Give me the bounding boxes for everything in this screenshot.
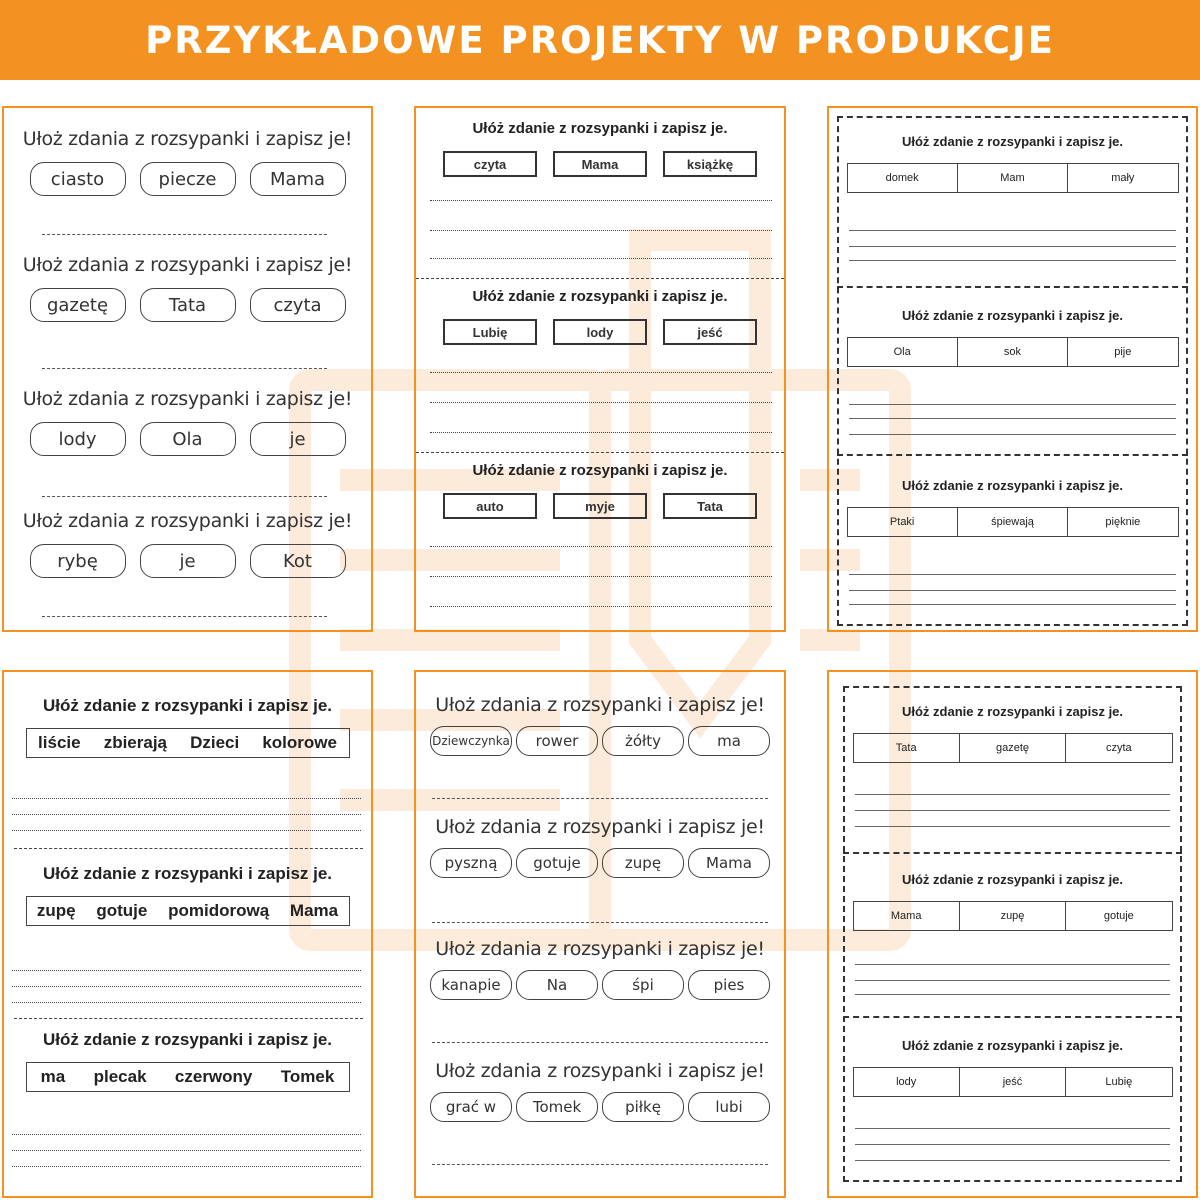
exercise-title: Ułoż zdania z rozsypanki i zapisz je! xyxy=(435,694,765,716)
exercise-section xyxy=(829,872,1196,931)
writing-line xyxy=(855,980,1170,981)
exercise-title: Ułóż zdanie z rozsypanki i zapisz je. xyxy=(42,864,333,883)
banner-title: PRZYKŁADOWE PROJEKTY W PRODUKCJE xyxy=(145,18,1055,62)
word-pill: pies xyxy=(688,970,770,1000)
writing-line xyxy=(432,798,768,799)
word-cell: jeść xyxy=(960,1068,1066,1096)
exercise-section xyxy=(416,120,784,177)
exercise-section xyxy=(4,864,371,926)
word-cell: Mama xyxy=(854,902,960,930)
word-box: Tata xyxy=(663,493,757,519)
section-divider xyxy=(837,454,1188,456)
section-divider xyxy=(843,852,1182,854)
worksheet-card-2 xyxy=(414,106,786,632)
word-cell: gotuje xyxy=(1103,910,1134,922)
writing-line xyxy=(849,260,1176,261)
word-pill: je xyxy=(140,544,236,578)
writing-line xyxy=(849,246,1176,247)
word-pill: rower xyxy=(516,726,598,756)
word-cell: lody xyxy=(854,1068,960,1096)
writing-line xyxy=(849,418,1176,419)
word-cell: śpiewają xyxy=(958,508,1068,536)
writing-line xyxy=(849,434,1176,435)
word-item: Dzieci xyxy=(190,733,240,752)
word-pill: Na xyxy=(516,970,598,1000)
exercise-title: Ułoż zdania z rozsypanki i zapisz je! xyxy=(22,128,353,150)
word-item: pomidorową xyxy=(168,901,270,920)
writing-line xyxy=(855,1160,1170,1161)
section-divider xyxy=(416,452,784,453)
word-pill: Dziewczynka xyxy=(430,726,512,756)
writing-line xyxy=(432,1164,768,1165)
word-box: lody xyxy=(553,319,647,345)
exercise-section xyxy=(829,1038,1196,1097)
writing-line xyxy=(12,798,361,799)
word-pill: piecze xyxy=(140,162,236,196)
word-box: czyta xyxy=(443,151,537,177)
word-cell: domek xyxy=(848,164,958,192)
section-divider xyxy=(14,1018,363,1019)
word-item: ma xyxy=(40,1067,66,1086)
exercise-title: Ułóż zdanie z rozsypanki i zapisz je. xyxy=(901,308,1124,323)
word-pill: rybę xyxy=(30,544,126,578)
writing-line xyxy=(12,814,361,815)
exercise-title: Ułóż zdanie z rozsypanki i zapisz je. xyxy=(901,134,1124,149)
word-cell: mały xyxy=(1111,172,1135,184)
writing-line xyxy=(430,402,772,403)
word-box: myje xyxy=(553,493,647,519)
word-box: auto xyxy=(443,493,537,519)
exercise-section xyxy=(4,388,371,456)
writing-line xyxy=(430,606,772,607)
writing-line xyxy=(42,234,327,235)
writing-line xyxy=(849,604,1176,605)
writing-line xyxy=(430,372,772,373)
writing-line xyxy=(12,1134,361,1135)
writing-line xyxy=(855,1144,1170,1145)
exercise-title: Ułoż zdania z rozsypanki i zapisz je! xyxy=(435,1060,765,1082)
exercise-section xyxy=(416,288,784,345)
writing-line xyxy=(849,404,1176,405)
writing-line xyxy=(855,810,1170,811)
word-item: zbierają xyxy=(103,733,167,752)
exercise-title: Ułoż zdania z rozsypanki i zapisz je! xyxy=(22,388,353,410)
section-divider xyxy=(14,848,363,849)
writing-line xyxy=(12,1002,361,1003)
word-box: Lubię xyxy=(443,319,537,345)
worksheet-card-3 xyxy=(827,106,1198,632)
word-cell: gazetę xyxy=(960,734,1066,762)
word-pill: ma xyxy=(688,726,770,756)
word-pill: pyszną xyxy=(430,848,512,878)
word-pill: Tomek xyxy=(516,1092,598,1122)
exercise-section xyxy=(416,938,784,1000)
word-pill: zupę xyxy=(602,848,684,878)
writing-line xyxy=(855,1128,1170,1129)
writing-line xyxy=(430,432,772,433)
exercise-title: Ułóż zdanie z rozsypanki i zapisz je. xyxy=(472,462,728,479)
word-cell: Tata xyxy=(854,734,960,762)
word-cell: zupę xyxy=(960,902,1066,930)
word-cell: Lubię xyxy=(1105,1076,1133,1088)
word-cell: czyta xyxy=(1105,742,1132,754)
exercise-title: Ułóż zdanie z rozsypanki i zapisz je. xyxy=(901,704,1124,719)
writing-line xyxy=(12,986,361,987)
word-pill: gazetę xyxy=(30,288,126,322)
word-cell: Ptaki xyxy=(848,508,958,536)
exercise-title: Ułóż zdanie z rozsypanki i zapisz je. xyxy=(901,478,1124,493)
writing-line xyxy=(12,970,361,971)
exercise-section xyxy=(4,696,371,758)
word-pill: ciasto xyxy=(30,162,126,196)
word-pill: Ola xyxy=(140,422,236,456)
word-box: książkę xyxy=(663,151,757,177)
writing-line xyxy=(855,794,1170,795)
exercise-section xyxy=(4,254,371,322)
exercise-section xyxy=(4,1030,371,1092)
writing-line xyxy=(855,964,1170,965)
writing-line xyxy=(849,590,1176,591)
exercise-section xyxy=(416,462,784,519)
section-divider xyxy=(416,278,784,279)
writing-line xyxy=(855,826,1170,827)
exercise-section xyxy=(4,128,371,196)
word-pill: kanapie xyxy=(430,970,512,1000)
exercise-title: Ułóż zdanie z rozsypanki i zapisz je. xyxy=(472,288,728,305)
section-divider xyxy=(837,286,1188,288)
exercise-section xyxy=(829,308,1196,367)
exercise-title: Ułóż zdanie z rozsypanki i zapisz je. xyxy=(472,120,728,137)
writing-line xyxy=(849,230,1176,231)
writing-line xyxy=(42,616,327,617)
word-item: Mama xyxy=(289,901,339,920)
exercise-section xyxy=(416,694,784,756)
exercise-section xyxy=(829,478,1196,537)
word-box: jeść xyxy=(663,319,757,345)
word-pill: lody xyxy=(30,422,126,456)
word-pill: Tata xyxy=(140,288,236,322)
section-divider xyxy=(843,1016,1182,1018)
word-pill: czyta xyxy=(250,288,346,322)
writing-line xyxy=(849,574,1176,575)
writing-line xyxy=(430,546,772,547)
writing-line xyxy=(12,830,361,831)
worksheet-card-4 xyxy=(2,670,373,1198)
writing-line xyxy=(432,922,768,923)
word-pill: Kot xyxy=(250,544,346,578)
word-pill: lubi xyxy=(688,1092,770,1122)
word-cell: sok xyxy=(958,338,1068,366)
writing-line xyxy=(12,1150,361,1151)
writing-line xyxy=(430,576,772,577)
exercise-title: Ułóż zdanie z rozsypanki i zapisz je. xyxy=(42,696,333,715)
word-cell: pięknie xyxy=(1105,516,1141,528)
writing-line xyxy=(430,200,772,201)
exercise-title: Ułoż zdania z rozsypanki i zapisz je! xyxy=(22,254,353,276)
word-pill: śpi xyxy=(602,970,684,1000)
page-banner xyxy=(0,0,1200,80)
word-pill: Mama xyxy=(688,848,770,878)
word-pill: żółty xyxy=(602,726,684,756)
exercise-title: Ułoż zdania z rozsypanki i zapisz je! xyxy=(22,510,353,532)
word-pill: piłkę xyxy=(602,1092,684,1122)
writing-line xyxy=(42,368,327,369)
exercise-title: Ułoż zdania z rozsypanki i zapisz je! xyxy=(435,816,765,838)
writing-line xyxy=(855,994,1170,995)
word-cell: Mam xyxy=(958,164,1068,192)
word-item: kolorowe xyxy=(262,733,337,752)
writing-line xyxy=(430,230,772,231)
word-item: gotuje xyxy=(96,901,148,920)
worksheet-card-6 xyxy=(827,670,1198,1198)
exercise-section xyxy=(4,510,371,578)
exercise-section xyxy=(416,816,784,878)
writing-line xyxy=(12,1166,361,1167)
worksheet-card-1 xyxy=(2,106,373,632)
exercise-section xyxy=(829,704,1196,763)
word-pill: grać w xyxy=(430,1092,512,1122)
word-item: zupę xyxy=(36,901,76,920)
writing-line xyxy=(432,1042,768,1043)
word-item: liście xyxy=(38,733,81,752)
writing-line xyxy=(430,258,772,259)
exercise-title: Ułóż zdanie z rozsypanki i zapisz je. xyxy=(42,1030,333,1049)
word-item: czerwony xyxy=(174,1067,253,1086)
word-item: Tomek xyxy=(280,1067,335,1086)
word-pill: je xyxy=(250,422,346,456)
exercise-section xyxy=(829,134,1196,193)
exercise-title: Ułóż zdanie z rozsypanki i zapisz je. xyxy=(901,1038,1124,1053)
worksheet-card-5 xyxy=(414,670,786,1198)
word-pill: Mama xyxy=(250,162,346,196)
word-pill: gotuje xyxy=(516,848,598,878)
word-box: Mama xyxy=(553,151,647,177)
word-cell: pije xyxy=(1114,346,1132,358)
word-cell: Ola xyxy=(848,338,958,366)
exercise-title: Ułóż zdanie z rozsypanki i zapisz je. xyxy=(901,872,1124,887)
exercise-title: Ułoż zdania z rozsypanki i zapisz je! xyxy=(435,938,765,960)
writing-line xyxy=(42,496,327,497)
exercise-section xyxy=(416,1060,784,1122)
word-item: plecak xyxy=(93,1067,147,1086)
